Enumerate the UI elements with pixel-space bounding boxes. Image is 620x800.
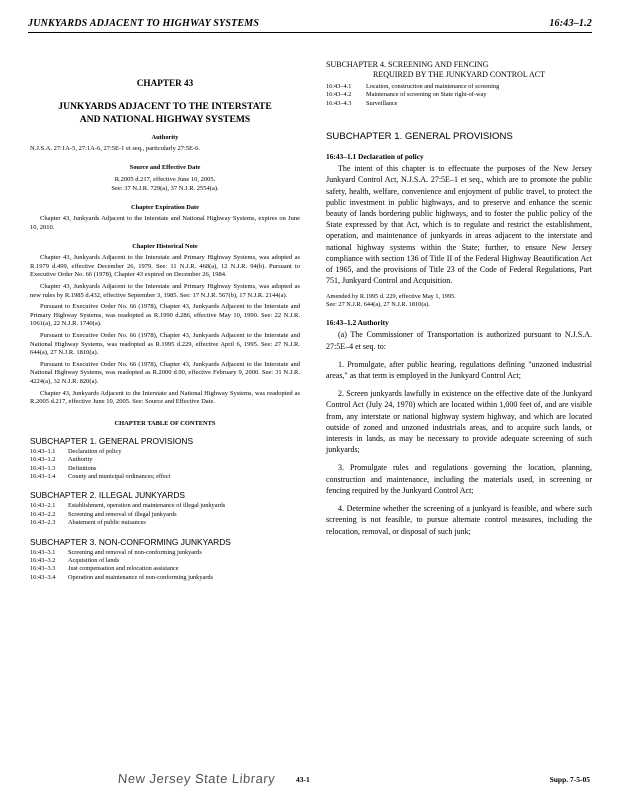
amended-note-line-1: Amended by R.1995 d. 229, effective May 1, 1995.: [326, 293, 456, 301]
toc-subchapter-1: [30, 436, 300, 482]
toc-heading: CHAPTER TABLE OF CONTENTS: [114, 419, 216, 427]
expiration-heading: Chapter Expiration Date: [130, 204, 200, 211]
history-note: Chapter 43, Junkyards Adjacent to the Interstate and National Highway Systems, was readopted as R.2005 d.217, effective June 10, 2005. See: Source and Effective Date.: [30, 389, 300, 406]
source-heading: Source and Effective Date: [129, 164, 201, 171]
toc-item: 16:43–1.2 Authority: [30, 456, 93, 464]
toc-item: 16:43–3.1 Screening and removal of non-conforming junkyards: [30, 548, 202, 556]
page-footer: [0, 770, 620, 792]
toc-item: 16:43–3.4 Operation and maintenance of non-conforming junkyards: [30, 573, 213, 581]
amended-note-line-2: See: 27 N.J.R. 644(a), 27 N.J.R. 1810(a).: [326, 301, 430, 309]
section-heading-1-2: 16:43–1.2 Authority: [326, 318, 389, 328]
authority-item-1: 1. Promulgate, after public hearing, regulations defining "unzoned industrial areas," as that term is employed in the Junkyard Control Act;: [326, 359, 592, 381]
authority-item-2: 2. Screen junkyards lawfully in existence on the effective date of the Junkyard Control Act (July 24, 1970) which are located within 1,000 feet of, and are visible from, any interstate or national highway system highway, and which are located outside of zoned and unzoned industrials areas, and to acquire such lands, or interests in lands, as may be necessary to provide adequate screening of such junkyards;: [326, 389, 592, 455]
toc-item: 16:43–2.2 Screening and removal of illegal junkyards: [30, 510, 177, 518]
subchapter-1-heading: SUBCHAPTER 1. GENERAL PROVISIONS: [326, 131, 513, 143]
toc-subchapter-heading: SUBCHAPTER 3. NON-CONFORMING JUNKYARDS: [30, 536, 231, 547]
history-note: Chapter 43, Junkyards Adjacent to the Interstate and Primary Highway Systems, was adopted as new rules by R.1985 d.432, effective September 3, 1985. See: 17 N.J.R. 567(b), 17 N.J.R. 2144(a).: [30, 282, 300, 299]
toc-item: 16:43–1.1 Declaration of policy: [30, 447, 122, 455]
history-heading: Chapter Historical Note: [132, 243, 198, 251]
section-1-2-intro: (a) The Commissioner of Transportation is authorized pursuant to N.J.S.A. 27:5E–4 et seq. to:: [326, 330, 592, 351]
authority-heading: Authority: [151, 134, 179, 141]
expiration-text: Chapter 43, Junkyards Adjacent to the Interstate and National Highway Systems, expires on June 10, 2010.: [30, 215, 300, 231]
chapter-title-line-2: AND NATIONAL HIGHWAY SYSTEMS: [79, 114, 251, 125]
toc-item: 16:43–3.3 Just compensation and relocation assistance: [30, 565, 179, 573]
toc-item: 16:43–4.2 Maintenance of screening on State right-of-way: [326, 91, 487, 99]
toc-subchapter-heading: SUBCHAPTER 1. GENERAL PROVISIONS: [30, 435, 194, 446]
toc-subchapter-3: [30, 537, 300, 583]
history-note: Chapter 43, Junkyards Adjacent to the Interstate and Primary Highway Systems, was adopted as R.1979 d.499, effective December 26, 1979. See: 11 N.J.R. 468(a), 12 N.J.R. 94(b). Pursuant to Executive Order No. 66 (1978), Chapter 43 expired on December 26, 1984.: [30, 254, 300, 279]
toc-item: 16:43–2.3 Abatement of public nuisances: [30, 519, 146, 527]
running-header-title: JUNKYARDS ADJACENT TO HIGHWAY SYSTEMS: [28, 18, 260, 29]
toc-item: 16:43–2.1 Establishment, operation and maintenance of illegal junkyards: [30, 502, 226, 510]
toc-subchapter-heading: SUBCHAPTER 2. ILLEGAL JUNKYARDS: [30, 490, 185, 501]
running-header-section: 16:43–1.2: [549, 18, 592, 29]
library-stamp: New Jersey State Library: [117, 771, 276, 786]
section-1-1-text: The intent of this chapter is to effectuate the purposes of the New Jersey Junkyard Control Act, N.J.S.A. 27:5E–1 et seq., which are to promote the public safety, health, welfare, convenience and enjoyment of public travel, to protect the public investment in public highways, and to preserve and enhance the scenic beauty of lands bordering public highways, and to foster the public policy of the State expressed by that Act, which is to regulate and restrict the establishment, operation, and maintenance of junkyards in areas adjacent to the interstate and national highway systems within the State; further, to ensure New Jersey compliance with section 136 of Title II of the Federal Highway Beautification Act of 1965, and the provisions of Title 23 of the Code of Federal Regulations, Part 751, Junkyard Control and Acquisition.: [326, 164, 592, 286]
toc-item: 16:43–1.4 County and municipal ordinances; effect: [30, 472, 171, 480]
page-number: 43-1: [296, 775, 310, 784]
supplement-date: Supp. 7-5-05: [549, 775, 590, 784]
history-note: Pursuant to Executive Order No. 66 (1978), Chapter 43, Junkyards Adjacent to the Interstate and National Highway Systems, was readopted as R.2000 d.90, effective February 9, 2000. See: 31 N.J.R. 4224(a), 32 N.J.R. 820(a).: [30, 360, 300, 385]
toc-subchapter-2: [30, 490, 300, 527]
authority-item-4: 4. Determine whether the screening of a junkyard is feasible, and where such screening is not feasible, to pursue alternate control measures, including the relocation, removal, or disposal of such junk;: [326, 504, 592, 536]
history-note: Pursuant to Executive Order No. 66 (1978), Chapter 43, Junkyards Adjacent to the Interstate and Primary Highway Systems, was readopted as R.1990 d.286, effective May 10, 1990. See: 22 N.J.R. 1061(a), 22 N.J.R. 1740(a).: [30, 303, 300, 328]
source-line-2: See: 37 N.J.R. 729(a), 37 N.J.R. 2554(a).: [111, 185, 219, 192]
authority-text: N.J.S.A. 27:1A-5, 27:1A-6, 27:5E-1 et seq., particularly 27:5E-6.: [30, 145, 201, 152]
chapter-title-line-1: JUNKYARDS ADJACENT TO THE INTERSTATE: [58, 101, 272, 112]
right-column: [326, 56, 592, 537]
running-header: [28, 18, 592, 33]
chapter-title: [30, 100, 300, 126]
toc-item: 16:43–4.1 Location, construction and maintenance of screening: [326, 83, 500, 90]
toc-item: 16:43–3.2 Acquisition of lands: [30, 556, 120, 564]
toc-item: 16:43–1.3 Definitions: [30, 464, 97, 472]
left-column: [30, 56, 300, 582]
section-heading-1-1: 16:43–1.1 Declaration of policy: [326, 152, 424, 162]
authority-item-3: 3. Promulgate rules and regulations governing the location, planning, construction and maintenance, including the materials used, in screening or fencing required by the Junkyard Control Act;: [326, 463, 592, 495]
toc-subchapter-4-heading: SUBCHAPTER 4. SCREENING AND FENCING REQUIRED BY THE JUNKYARD CONTROL ACT: [326, 60, 545, 79]
history-note: Pursuant to Executive Order No. 66 (1978), Chapter 43, Junkyards Adjacent to the Interstate and National Highway Systems, was readopted as R.1995 d.229, effective April 6, 1995. See: 27 N.J.R. 644(a), 27 N.J.R. 1810(a).: [30, 331, 300, 357]
toc-item: 16:43–4.3 Surveillance: [326, 99, 398, 107]
source-line-1: R.2005 d.217, effective June 10, 2005.: [114, 176, 216, 183]
chapter-number: CHAPTER 43: [136, 78, 194, 88]
